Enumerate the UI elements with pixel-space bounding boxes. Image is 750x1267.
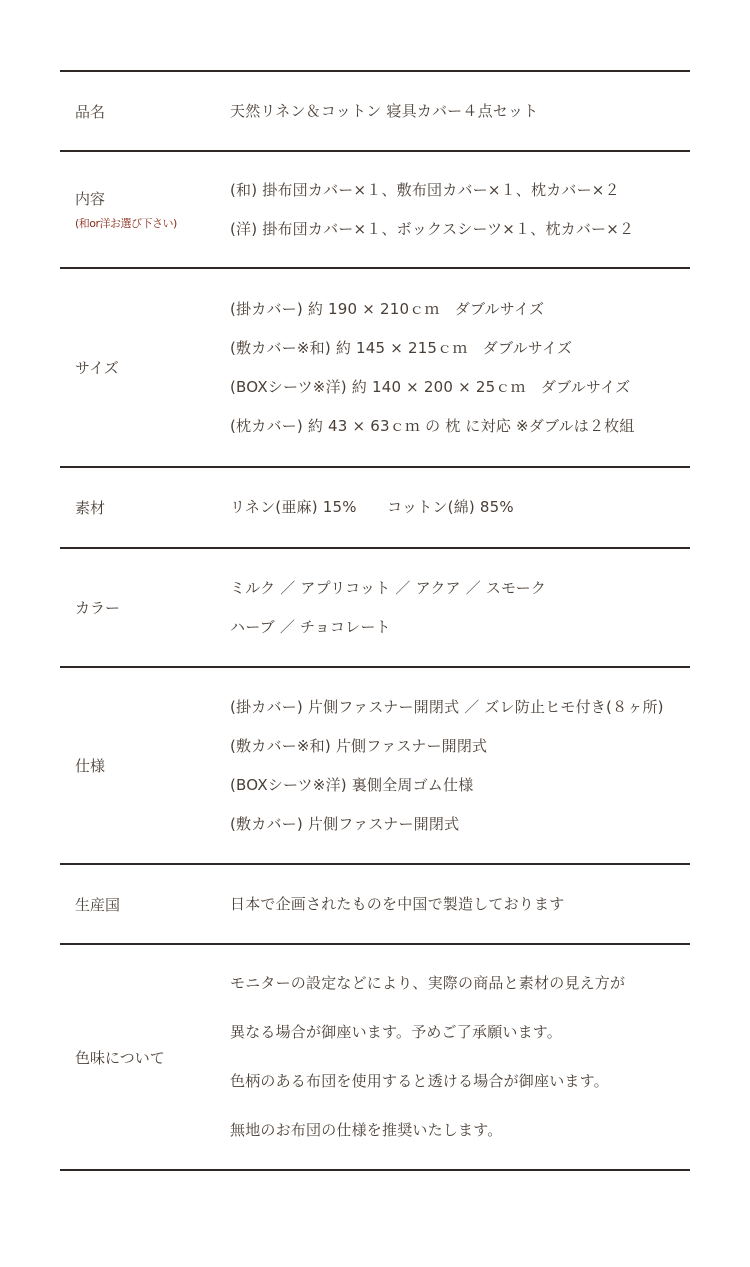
- value-line: (敷カバー) 片側ファスナー開閉式: [230, 814, 460, 833]
- value-line: 天然リネン＆コットン 寝具カバー４点セット: [230, 101, 539, 120]
- value-line: 異なる場合が御座います。予めご了承願います。: [230, 1023, 563, 1041]
- value-line: 色柄のある布団を使用すると透ける場合が御座います。: [230, 1072, 609, 1090]
- row-label: [60, 188, 230, 231]
- row-value: [230, 885, 690, 924]
- value-line: (敷カバー※和) 片側ファスナー開閉式: [230, 736, 488, 755]
- row-label: 生産国: [75, 895, 121, 914]
- row-label: 仕様: [75, 757, 106, 775]
- row-contents: [60, 152, 690, 269]
- row-label: サイズ: [75, 359, 119, 377]
- row-label: 色味について: [75, 1048, 165, 1067]
- value-line: 無地のお布団の仕様を推奨いたします。: [230, 1121, 503, 1139]
- row-label: カラー: [75, 599, 121, 617]
- value-line: (BOXシーツ※洋) 約 140 × 200 × 25ｃｍ ダブルサイズ: [230, 377, 631, 396]
- value-line: (掛カバー) 片側ファスナー開閉式 ／ ズレ防止ヒモ付き(８ヶ所): [230, 697, 664, 716]
- row-value: [230, 92, 690, 131]
- value-line: ハーブ ／ チョコレート: [230, 617, 391, 636]
- label-text: 内容: [75, 190, 106, 208]
- row-color: [60, 549, 690, 668]
- spec-table: [60, 70, 690, 1171]
- row-value: [230, 488, 690, 527]
- value-line: (洋) 掛布団カバー×１、ボックスシーツ×１、枕カバー×２: [230, 219, 635, 238]
- value-line: (枕カバー) 約 43 × 63ｃｍ の 枕 に対応 ※ダブルは２枚組: [230, 416, 635, 435]
- row-color-note: [60, 945, 690, 1171]
- row-origin: [60, 865, 690, 945]
- row-value: [230, 569, 690, 647]
- row-label: 品名: [75, 102, 106, 121]
- row-value: [230, 688, 690, 844]
- value-line: (敷カバー※和) 約 145 × 215ｃｍ ダブルサイズ: [230, 338, 573, 357]
- value-line: ミルク ／ アプリコット ／ アクア ／ スモーク: [230, 578, 547, 597]
- value-line: 日本で企画されたものを中国で製造しております: [230, 894, 565, 913]
- row-label: 素材: [75, 499, 106, 517]
- value-line: (掛カバー) 約 190 × 210ｃｍ ダブルサイズ: [230, 299, 545, 318]
- row-value: [230, 290, 690, 446]
- row-value: [230, 959, 690, 1155]
- value-line: (和) 掛布団カバー×１、敷布団カバー×１、枕カバー×２: [230, 180, 620, 199]
- row-spec: [60, 668, 690, 865]
- value-line: モニターの設定などにより、実際の商品と素材の見え方が: [230, 974, 626, 992]
- row-value: [230, 171, 690, 249]
- value-line: リネン(亜麻) 15% コットン(綿) 85%: [230, 498, 514, 516]
- row-product-name: [60, 72, 690, 152]
- row-material: [60, 468, 690, 549]
- label-note: (和or洋お選び下さい): [75, 217, 177, 230]
- value-line: (BOXシーツ※洋) 裏側全周ゴム仕様: [230, 775, 474, 794]
- row-size: [60, 269, 690, 468]
